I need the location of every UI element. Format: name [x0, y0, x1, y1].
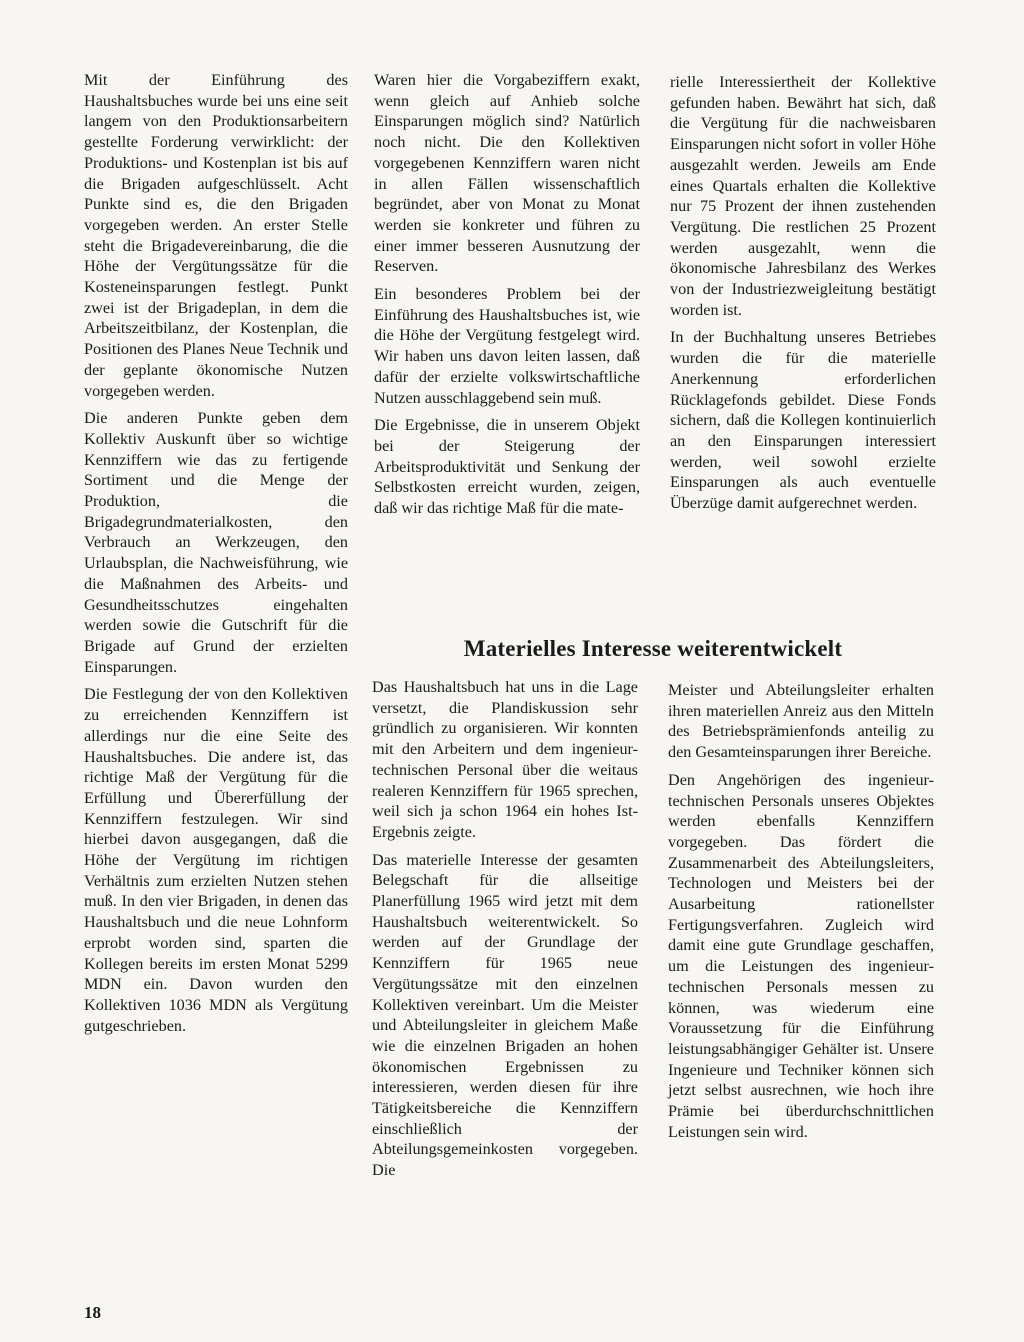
column-2: [374, 70, 640, 519]
paragraph: Meister und Abteilungsleiter erhalten ihren materiellen Anreiz aus den Mitteln des Betriebsprämienfonds anteilig zu den Gesamteinsparungen ihrer Bereiche.: [668, 681, 934, 762]
paragraph: Ein besonderes Problem bei der Einführung des Haushaltsbuches ist, wie die Höhe der Vergütung festgelegt wird. Wir haben uns davon leiten lassen, daß dafür der erzielte volkswirtschaftliche Nutzen ausschlaggebend sein muß.: [374, 285, 640, 407]
section-heading: Materielles Interesse weiterentwickelt: [463, 636, 843, 661]
paragraph: Waren hier die Vorgabeziffern exakt, wenn gleich auf Anhieb solche Einsparungen möglich sind? Natürlich noch nicht. Die den Kollektiven vorgegebenen Kennziffern waren nicht in allen Fällen wissenschaftlich begründet, aber von Monat zu Monat werden sie konkreter und führen zu einer immer besseren Ausnutzung der Reserven.: [374, 71, 640, 276]
column-3: [670, 72, 936, 514]
column-4: [372, 677, 638, 1181]
paragraph: rielle Interessiertheit der Kollektive gefunden haben. Bewährt hat sich, daß die Vergütung für die nachweisbaren Einsparungen nicht sofort in voller Höhe ausgezahlt werden. Jeweils am Ende eines Quartals erhalten die Kollektive nur 75 Prozent der ihnen zustehenden Vergütung. Die restlichen 25 Prozent werden ausgezahlt, wenn die ökonomische Jahresbilanz des Werkes von der Industriezweigleitung bestätigt worden ist.: [670, 73, 936, 319]
paragraph: Die Ergebnisse, die in unserem Objekt bei der Steigerung der Arbeitsproduktivität und Senkung der Selbstkosten erreicht wurden, zeigen, daß wir das richtige Maß für die mate-: [374, 416, 640, 518]
paragraph: Mit der Einführung des Haushaltsbuches wurde bei uns eine seit langem von den Produktionsarbeitern gestellte Forderung verwirklicht: der Produktions- und Kostenplan ist bis auf die Brigaden aufgeschlüsselt. Acht Punkte sind es, die den Brigaden vorgegeben werden. An erster Stelle steht die Brigadevereinbarung, die die Höhe der Vergütungssätze für die Kosteneinsparungen festlegt. Punkt zwei ist der Brigadeplan, in dem die Arbeitszeitbilanz, der Kostenplan, die Positionen des Planes Neue Technik und der geplante ökonomische Nutzen vorgegeben werden.: [84, 71, 348, 400]
paragraph: Die Festlegung der von den Kollektiven zu erreichenden Kennziffern ist allerdings nur die eine Seite des Haushaltsbuches. Die andere ist, das richtige Maß der Vergütung für die Erfüllung und Übererfüllung der Kennziffern festzulegen. Wir sind hierbei davon ausgegangen, daß die Höhe der Vergütung im richtigen Verhältnis zum erzielten Nutzen stehen muß. In den vier Brigaden, in denen das Haushaltsbuch und die neue Lohnform erprobt worden sind, sparten die Kollegen bereits im ersten Monat 5299 MDN ein. Davon wurden den Kollektiven 1036 MDN als Vergütung gutgeschrieben.: [84, 685, 348, 1035]
paragraph: Das materielle Interesse der gesamten Belegschaft für die allseitige Planerfüllung 1965 wird jetzt mit dem Haushaltsbuch weiterentwickelt. So werden auf der Grundlage der Kennziffern für 1965 neue Vergütungssätze mit den einzelnen Kollektiven vereinbart. Um die Meister und Abteilungsleiter in gleichem Maße wie die einzelnen Brigaden an hohen ökonomischen Ergebnissen zu interessieren, werden diesen für ihre Tätigkeitsbereiche die Kennziffern einschließlich der Abteilungsgemeinkosten vorgegeben. Die: [372, 850, 638, 1180]
paragraph: Das Haushaltsbuch hat uns in die Lage versetzt, die Plandiskussion sehr gründlich zu organisieren. Wir konnten mit den Arbeitern und dem ingenieur-technischen Personal über die weitaus realeren Kennziffern für 1965 sprechen, weil sich ja schon 1964 ein hohes Ist-Ergebnis zeigte.: [372, 678, 638, 841]
column-5: [668, 680, 934, 1142]
paragraph: In der Buchhaltung unseres Betriebes wurden die für die materielle Anerkennung erforderlichen Rücklagefonds gebildet. Diese Fonds sichern, daß die Kollegen kontinuierlich an den Einsparungen interessiert werden, weil sowohl erzielte Einsparungen als auch eventuelle Überzüge damit aufgerechnet werden.: [670, 328, 936, 513]
paragraph: Die anderen Punkte geben dem Kollektiv Auskunft über so wichtige Kennziffern wie das zu fertigende Sortiment und die Menge der Produktion, die Brigadegrundmaterialkosten, den Verbrauch an Werkzeugen, den Urlaubsplan, die Nachweisführung, wie die Maßnahmen des Arbeits- und Gesundheitsschutzes eingehalten werden sowie die Gutschrift für die Brigade auf Grund der erzielten Einsparungen.: [84, 409, 348, 676]
page-number: 18: [84, 1303, 101, 1322]
paragraph: Den Angehörigen des ingenieur-technischen Personals unseres Objektes werden ebenfalls Kennziffern vorgegeben. Das fördert die Zusammenarbeit des Abteilungsleiters, Technologen und Meisters bei der Ausarbeitung rationellster Fertigungsverfahren. Zugleich wird damit eine gute Grundlage geschaffen, um die Leistungen des ingenieur-technischen Personals messen zu können, was wiederum eine Voraussetzung für die Einführung leistungsabhängiger Gehälter ist. Unsere Ingenieure und Techniker können sich jetzt selbst ausrechnen, wie hoch ihre Prämie bei überdurchschnittlichen Leistungen sein wird.: [668, 770, 934, 1141]
column-1: [84, 70, 348, 1036]
